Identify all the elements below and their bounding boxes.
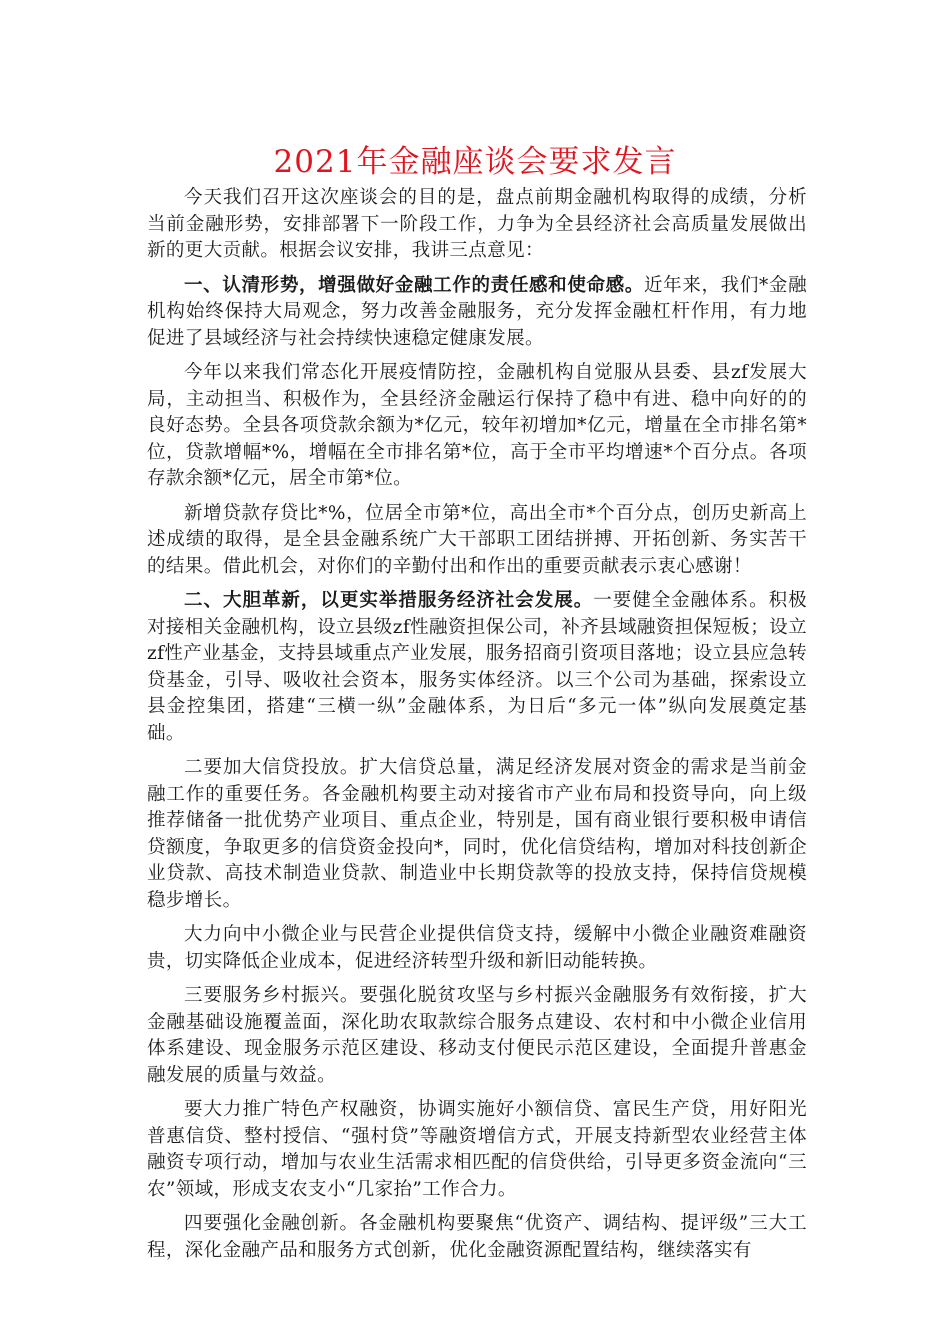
paragraph-financing [147, 1097, 807, 1203]
document-body [147, 185, 807, 1272]
document-title: 2021年金融座谈会要求发言 [273, 144, 677, 180]
paragraph-intro [147, 185, 807, 265]
paragraph-text: 要大力推广特色产权融资，协调实施好小额信贷、富民生产贷，用好阳光普惠信贷、整村授信、“强村贷”等融资增信方式，开展支持新型农业经营主体融资专项行动，增加与农业生活需求相匹配的信贷供给，引导更多资金流向“三农”领域，形成支农支小“几家抬”工作合力。 [147, 1099, 807, 1200]
paragraph-thanks [147, 501, 807, 581]
paragraph-smes [147, 922, 807, 975]
paragraph-innovation [147, 1211, 807, 1264]
paragraph-section-1 [147, 273, 807, 353]
paragraph-text: 三要服务乡村振兴。要强化脱贫攻坚与乡村振兴金融服务有效衔接，扩大金融基础设施覆盖面，深化助农取款综合服务点建设、农村和中小微企业信用体系建设、现金服务示范区建设、移动支付便民示范区建设，全面提升普惠金融发展的质量与效益。 [147, 985, 807, 1086]
paragraph-text: 二要加大信贷投放。扩大信贷总量，满足经济发展对资金的需求是当前金融工作的重要任务。各金融机构要主动对接省市产业布局和投资导向，向上级推荐储备一批优势产业项目、重点企业，特别是，国有商业银行要积极申请信贷额度，争取更多的信贷资金投向*，同时，优化信贷结构，增加对科技创新企业贷款、高技术制造业贷款、制造业中长期贷款等的投放支持，保持信贷规模稳步增长。 [147, 757, 807, 911]
paragraph-text: 四要强化金融创新。各金融机构要聚焦“优资产、调结构、提评级”三大工程，深化金融产品和服务方式创新，优化金融资源配置结构，继续落实有 [147, 1213, 807, 1261]
paragraph-text: 大力向中小微企业与民营企业提供信贷支持，缓解中小微企业融资难融资贵，切实降低企业成本，促进经济转型升级和新旧动能转换。 [147, 924, 807, 972]
paragraph-text: 一要健全金融体系。积极对接相关金融机构，设立县级zf性融资担保公司，补齐县域融资担保短板；设立zf性产业基金，支持县域重点产业发展，服务招商引资项目落地；设立县应急转贷基金，引导、吸收社会资本，服务实体经济。以三个公司为基础，探索设立县金控集团，搭建“三横一纵”金融体系，为日后“多元一体”纵向发展奠定基础。 [147, 590, 808, 744]
section-heading-2: 二、大胆革新，以更实举措服务经济社会发展。 [184, 590, 594, 611]
paragraph-performance [147, 360, 807, 493]
paragraph-text: 新增贷款存贷比*%，位居全市第*位，高出全市*个百分点，创历史新高上述成绩的取得，是全县金融系统广大干部职工团结拼搏、开拓创新、务实苦干的结果。借此机会，对你们的辛勤付出和作出的重要贡献表示衷心感谢！ [147, 502, 807, 577]
paragraph-text: 今天我们召开这次座谈会的目的是，盘点前期金融机构取得的成绩，分析当前金融形势，安排部署下一阶段工作，力争为全县经济社会高质量发展做出新的更大贡献。根据会议安排，我讲三点意见： [147, 187, 807, 261]
paragraph-text: 今年以来我们常态化开展疫情防控，金融机构自觉服从县委、县zf发展大局，主动担当、积极作为，全县经济金融运行保持了稳中有进、稳中向好的的良好态势。全县各项贷款余额为*亿元，较年初增加*亿元，增量在全市排名第*位，贷款增幅*%，增幅在全市排名第*位，高于全市平均增速*个百分点。各项存款余额*亿元，居全市第*位。 [147, 362, 807, 489]
paragraph-credit [147, 755, 807, 914]
section-heading-1: 一、认清形势，增强做好金融工作的责任感和使命感。 [184, 274, 645, 296]
paragraph-text: 近年来，我们*金融机构始终保持大局观念，努力改善金融服务，充分发挥金融杠杆作用，有力地促进了县域经济与社会持续快速稳定健康发展。 [147, 274, 807, 349]
paragraph-rural [147, 983, 807, 1089]
paragraph-section-2 [147, 588, 807, 747]
